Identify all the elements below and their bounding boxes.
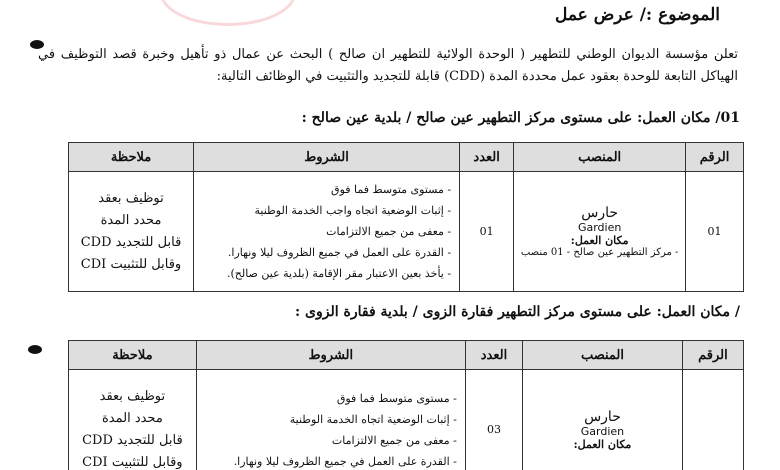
- header-note: ملاحظة: [69, 143, 194, 172]
- header-note: ملاحظة: [69, 341, 197, 370]
- row-count: 01: [460, 172, 514, 292]
- position-cell: [514, 172, 686, 292]
- table-row: [69, 172, 744, 292]
- position-arabic: حارس: [584, 408, 621, 425]
- condition-item: - معفى من جميع الالتزامات: [331, 433, 457, 447]
- note-line: قابل للتجديد CDD: [80, 234, 182, 250]
- condition-item: - إثبات الوضعية اتجاه واجب الخدمة الوطنية: [254, 204, 452, 217]
- header-count: العدد: [465, 341, 522, 370]
- table2-clip: [0, 340, 780, 470]
- table-header-row: [69, 341, 744, 370]
- row-num: [682, 370, 743, 470]
- position-arabic: حارس: [581, 205, 619, 221]
- place-label: مكان العمل:: [570, 234, 629, 247]
- header-count: العدد: [460, 143, 514, 172]
- note-line: محدد المدة: [101, 410, 163, 426]
- subject-label: الموضوع :/: [639, 5, 720, 25]
- place-label: مكان العمل:: [573, 437, 632, 451]
- header-position: المنصب: [523, 341, 683, 370]
- condition-item: - معفى من جميع الالتزامات: [326, 225, 452, 238]
- subject-value: عرض عمل: [554, 5, 634, 25]
- condition-item: - القدرة على العمل في جميع الظروف ليلا ونهارا.: [227, 246, 452, 259]
- condition-item: - مستوى متوسط فما فوق: [331, 183, 452, 196]
- note-line: محدد المدة: [100, 212, 162, 228]
- stamp-mark: [160, 0, 296, 26]
- note-line: قابل للتجديد CDD: [82, 432, 183, 448]
- conditions-cell: [194, 172, 460, 292]
- row-num: 01: [686, 172, 744, 292]
- header-num: الرقم: [686, 143, 744, 172]
- subject-line: [555, 5, 720, 25]
- header-num: الرقم: [682, 341, 743, 370]
- note-line: وقابل للتثبيت CDI: [80, 256, 182, 272]
- note-line: توظيف بعقد: [98, 190, 164, 206]
- header-position: المنصب: [514, 143, 686, 172]
- jobs-table-2: [68, 340, 744, 470]
- header-conditions: الشروط: [194, 143, 460, 172]
- header-conditions: الشروط: [196, 341, 465, 370]
- condition-item: - القدرة على العمل في جميع الظروف ليلا ونهارا.: [233, 454, 457, 468]
- note-line: توظيف بعقد: [99, 388, 166, 404]
- intro-paragraph: تعلن مؤسسة الديوان الوطني للتطهير ( الوحدة الولائية للتطهير ان صالح ) البحث عن عمال ذو تأهيل وخبرة قصد التوظيف في الهياكل التابعة للوحدة بعقود عمل محددة المدة (CDD) قابلة للتجديد والتثبيت في الوظائف التالية:: [38, 47, 738, 84]
- condition-item: - إثبات الوضعية اتجاه الخدمة الوطنية: [289, 412, 457, 426]
- section2-heading: / مكان العمل: على مستوى مركز التطهير فقارة الزوى / بلدية فقارة الزوى :: [295, 304, 740, 320]
- section1-heading: 01/ مكان العمل: على مستوى مركز التطهير عين صالح / بلدية عين صالح :: [301, 110, 740, 126]
- note-cell: [69, 370, 197, 470]
- condition-item: - مستوى متوسط فما فوق: [336, 391, 457, 405]
- jobs-table-1: [68, 142, 744, 292]
- note-cell: [69, 172, 194, 292]
- table-header-row: [69, 143, 744, 172]
- condition-item: - يأخذ بعين الاعتبار مقر الإقامة (بلدية عين صالح).: [226, 267, 452, 280]
- position-french: Gardien: [580, 424, 625, 438]
- conditions-cell: [196, 370, 465, 470]
- position-french: Gardien: [577, 221, 622, 234]
- place-value: - مركز التطهير عين صالح - 01 منصب: [520, 247, 679, 258]
- table-row: [69, 370, 744, 470]
- row-count: 03: [465, 370, 522, 470]
- position-cell: [523, 370, 683, 470]
- note-line: وقابل للتثبيت CDI: [82, 454, 183, 470]
